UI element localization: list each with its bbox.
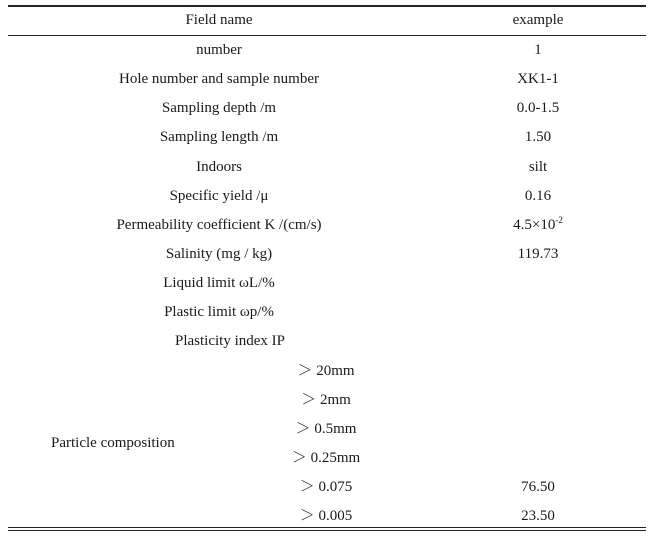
permeability-exponent: -2 bbox=[555, 215, 563, 225]
particle-size-0-25mm: ＞ 0.25mm bbox=[291, 450, 361, 466]
particle-example-0-005: 23.50 bbox=[521, 508, 555, 524]
row-example-indoors: silt bbox=[528, 159, 548, 175]
header-field-name: Field name bbox=[185, 12, 253, 28]
row-example-permeability bbox=[513, 216, 563, 234]
row-example-number: 1 bbox=[534, 42, 542, 58]
row-field-plasticity-index: Plasticity index IP bbox=[175, 333, 285, 349]
permeability-base: 4.5×10 bbox=[513, 217, 556, 233]
particle-composition-label: Particle composition bbox=[51, 435, 175, 451]
row-example-specific-yield: 0.16 bbox=[524, 188, 552, 204]
header-example: example bbox=[512, 12, 564, 28]
row-example-sampling-length: 1.50 bbox=[524, 129, 552, 145]
row-field-sampling-depth: Sampling depth /m bbox=[161, 100, 277, 116]
row-example-hole-number: XK1-1 bbox=[517, 71, 559, 87]
particle-size-0-075: ＞ 0.075 bbox=[299, 479, 353, 495]
row-example-sampling-depth: 0.0-1.5 bbox=[516, 100, 560, 116]
row-field-sampling-length: Sampling length /m bbox=[159, 129, 279, 145]
row-field-number: number bbox=[196, 42, 242, 58]
particle-example-0-075: 76.50 bbox=[521, 479, 555, 495]
particle-size-2mm: ＞ 2mm bbox=[301, 392, 351, 408]
row-field-plastic-limit: Plastic limit ωp/% bbox=[164, 304, 274, 320]
particle-size-20mm: ＞ 20mm bbox=[297, 363, 355, 379]
row-field-indoors: Indoors bbox=[196, 159, 242, 175]
row-field-specific-yield: Specific yield /μ bbox=[169, 188, 269, 204]
row-field-liquid-limit: Liquid limit ωL/% bbox=[163, 275, 275, 291]
row-field-permeability: Permeability coefficient K /(cm/s) bbox=[116, 217, 322, 233]
table-bottom-rule-2 bbox=[8, 530, 646, 531]
table-header-rule bbox=[8, 35, 646, 36]
table-bottom-rule-1 bbox=[8, 527, 646, 528]
particle-size-0-005: ＞ 0.005 bbox=[299, 508, 353, 524]
row-field-hole-number: Hole number and sample number bbox=[119, 71, 319, 87]
row-example-salinity: 119.73 bbox=[517, 246, 559, 262]
row-field-salinity: Salinity (mg / kg) bbox=[165, 246, 273, 262]
table-top-rule bbox=[8, 5, 646, 7]
particle-size-0-5mm: ＞ 0.5mm bbox=[295, 421, 357, 437]
